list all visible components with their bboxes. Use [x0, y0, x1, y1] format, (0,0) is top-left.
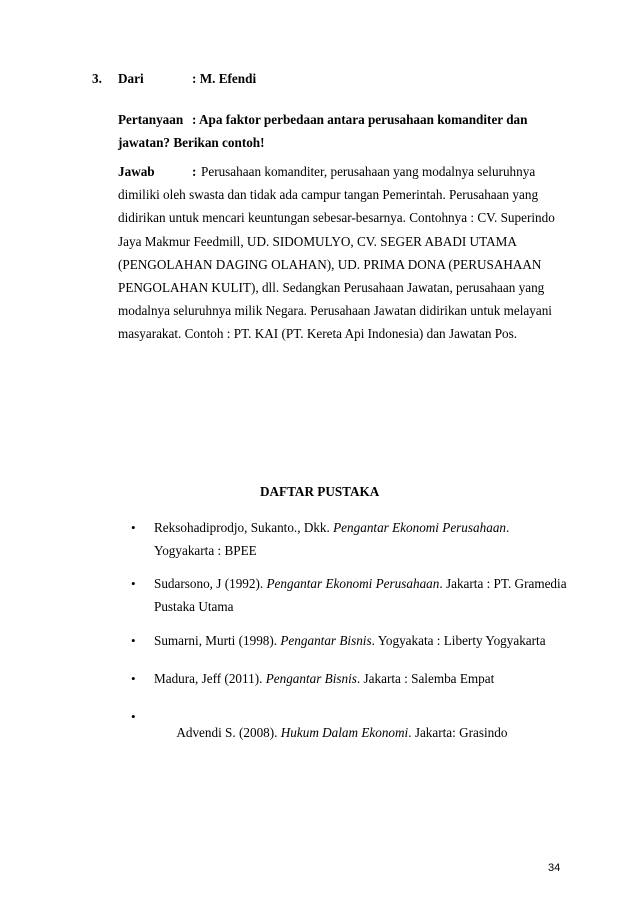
ref-author: Sumarni, Murti (1998). — [154, 633, 281, 648]
ref-title: Pengantar Bisnis — [265, 671, 357, 686]
from-label: Dari — [118, 71, 144, 86]
ref-continuation: Pustaka Utama — [154, 599, 234, 614]
ref-author: Reksohadiprodjo, Sukanto., Dkk. — [154, 520, 334, 535]
bullet-icon: • — [131, 671, 136, 686]
ref-continuation: Yogyakarta : BPEE — [154, 543, 257, 558]
from-value: : M. Efendi — [192, 71, 257, 86]
ref-publisher: . Jakarta : PT. Gramedia — [439, 576, 567, 591]
question-text-line2: jawatan? Berikan contoh! — [118, 135, 265, 150]
answer-line-1: Perusahaan komanditer, perusahaan yang modalnya seluruhnya — [201, 164, 536, 179]
bullet-icon: • — [131, 520, 136, 535]
ref-publisher: . Jakarta : Salemba Empat — [356, 671, 495, 686]
ref-publisher: . Jakarta: Grasindo — [408, 725, 508, 740]
answer-line: PENGOLAHAN KULIT), dll. Sedangkan Perusahaan Jawatan, perusahaan yang — [118, 280, 545, 295]
answer-line: (PENGOLAHAN DAGING OLAHAN), UD. PRIMA DONA (PERUSAHAAN — [118, 257, 542, 272]
ref-author: Madura, Jeff (2011). — [154, 671, 266, 686]
ref-author: Advendi S. (2008). — [173, 725, 281, 740]
ref-title: Pengantar Ekonomi Perusahaan — [266, 576, 440, 591]
answer-label: Jawab — [118, 164, 155, 179]
answer-line: modalnya seluruhnya milik Negara. Perusahaan Jawatan didirikan untuk melayani — [118, 303, 552, 318]
answer-line: dimiliki oleh swasta dan tidak ada campur tangan Pemerintah. Perusahaan yang — [118, 187, 539, 202]
ref-publisher: . Yogyakata : Liberty Yogyakarta — [371, 633, 546, 648]
bibliography-heading: DAFTAR PUSTAKA — [260, 484, 380, 499]
answer-colon: : — [192, 164, 197, 179]
bullet-icon: • — [131, 576, 136, 591]
question-text-line1: : Apa faktor perbedaan antara perusahaan komanditer dan — [192, 112, 528, 127]
ref-title: Pengantar Ekonomi Perusahaan — [333, 520, 507, 535]
ref-author: Sudarsono, J (1992). — [154, 576, 267, 591]
ref-title: Pengantar Bisnis — [280, 633, 372, 648]
answer-line: masyarakat. Contoh : PT. KAI (PT. Kereta Api Indonesia) dan Jawatan Pos. — [118, 326, 518, 341]
ref-title: Hukum Dalam Ekonomi — [280, 725, 409, 740]
answer-line: Jaya Makmur Feedmill, UD. SIDOMULYO, CV. SEGER ABADI UTAMA — [118, 234, 517, 249]
page-number: 34 — [548, 862, 561, 874]
ref-publisher: . — [506, 520, 510, 535]
answer-line: didirikan untuk mencari keuntungan sebesar-besarnya. Contohnya : CV. Superindo — [118, 210, 555, 225]
question-label: Pertanyaan — [118, 112, 184, 127]
bullet-icon: • — [131, 633, 136, 648]
question-number: 3. — [92, 71, 102, 86]
bullet-icon: • — [131, 709, 136, 724]
